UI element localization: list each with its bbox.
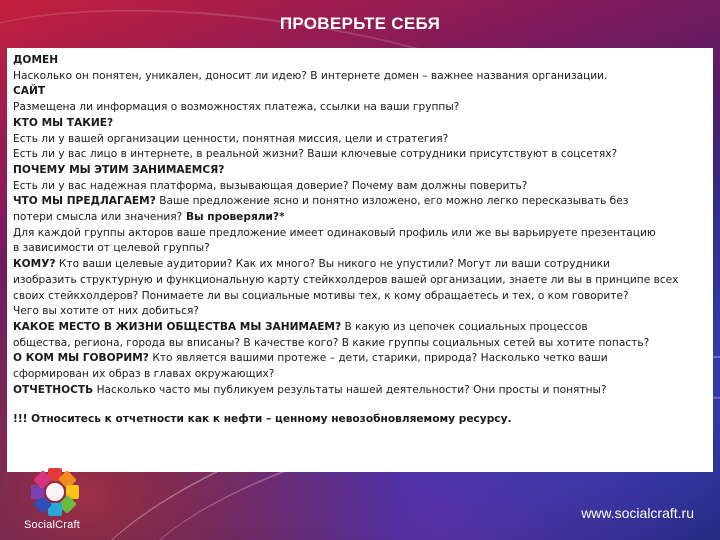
heading-why: ПОЧЕМУ МЫ ЭТИМ ЗАНИМАЕМСЯ?: [13, 163, 225, 176]
heading-about: О КОМ МЫ ГОВОРИМ?: [13, 352, 149, 365]
slide-title: ПРОВЕРЬТЕ СЕБЯ: [279, 14, 441, 33]
text-about-2: сформирован их образ в главах окружающих?: [13, 368, 275, 381]
checklist-text: [13, 53, 707, 428]
heading-whom: КОМУ?: [13, 258, 56, 271]
text-who-1: Есть ли у вашей организации ценности, понятная миссия, цели и стратегия?: [13, 132, 449, 145]
text-about-1: Кто является вашими протеже – дети, старики, природа? Насколько четко ваши: [148, 352, 608, 365]
heading-domain: ДОМЕН: [13, 54, 59, 66]
heading-offer: ЧТО МЫ ПРЕДЛАГАЕМ?: [13, 195, 156, 208]
text-whom-4: Чего вы хотите от них добиться?: [13, 305, 199, 318]
paragraph-place: [13, 320, 707, 336]
brand-name: SocialCraft: [24, 519, 80, 531]
text-whom-2: изобразить структурную и функциональную карту стейкхолдеров вашей организации, знаете ли вы в принципе всех: [13, 273, 679, 286]
important-note: !!! Относитесь к отчетности как к нефти – ценному невозобновляемому ресурсу.: [13, 413, 512, 426]
website-url[interactable]: www.socialcraft.ru: [581, 505, 694, 521]
text-site: Размещена ли информация о возможностях платежа, ссылки на ваши группы?: [13, 101, 460, 114]
text-why: Есть ли у вас надежная платформа, вызывающая доверие? Почему вам должны поверить?: [13, 179, 528, 192]
paragraph-about: [13, 351, 707, 367]
text-whom-1: Кто ваши целевые аудитории? Как их много? Вы никого не упустили? Могут ли ваши сотрудники: [55, 258, 610, 271]
text-offer-3: Для каждой группы акторов ваше предложение имеет одинаковый профиль или же вы варьируете презентацию: [13, 226, 656, 239]
heading-report: ОТЧЕТНОСТЬ: [13, 383, 94, 396]
text-report: Насколько часто мы публикуем результаты нашей деятельности? Они просты и понятны?: [93, 383, 607, 396]
paragraph-whom: [13, 257, 707, 273]
paragraph-offer: [13, 194, 707, 210]
text-whom-3: своих стейкхолдеров? Понимаете ли вы социальные мотивы тех, к кому обращаетесь и тех, о ком говорите?: [13, 289, 629, 302]
paragraph-report: [13, 383, 707, 399]
text-offer-2: потери смысла или значения?: [13, 211, 183, 224]
text-place-1: В какую из цепочек социальных процессов: [341, 320, 588, 333]
text-offer-1: Ваше предложение ясно и понятно изложено, его можно легко пересказывать без: [155, 195, 629, 208]
heading-who: КТО МЫ ТАКИЕ?: [13, 116, 114, 129]
text-who-2: Есть ли у вас лицо в интернете, в реальной жизни? Ваши ключевые сотрудники присутствуют в соцсетях?: [13, 148, 618, 161]
offer-checked: Вы проверяли?*: [182, 211, 285, 224]
paragraph-offer-2: [13, 210, 707, 226]
text-place-2: общества, региона, города вы вписаны? В качестве кого? В какие группы социальных сетей вы хотите попасть?: [13, 336, 650, 349]
text-domain: Насколько он понятен, уникален, доносит ли идею? В интернете домен – важнее названия организации.: [13, 69, 608, 82]
heading-site: САЙТ: [13, 85, 46, 98]
text-offer-4: в зависимости от целевой группы?: [13, 242, 210, 255]
heading-place: КАКОЕ МЕСТО В ЖИЗНИ ОБЩЕСТВА МЫ ЗАНИМАЕМ?: [13, 320, 342, 333]
content-panel: [7, 48, 713, 472]
